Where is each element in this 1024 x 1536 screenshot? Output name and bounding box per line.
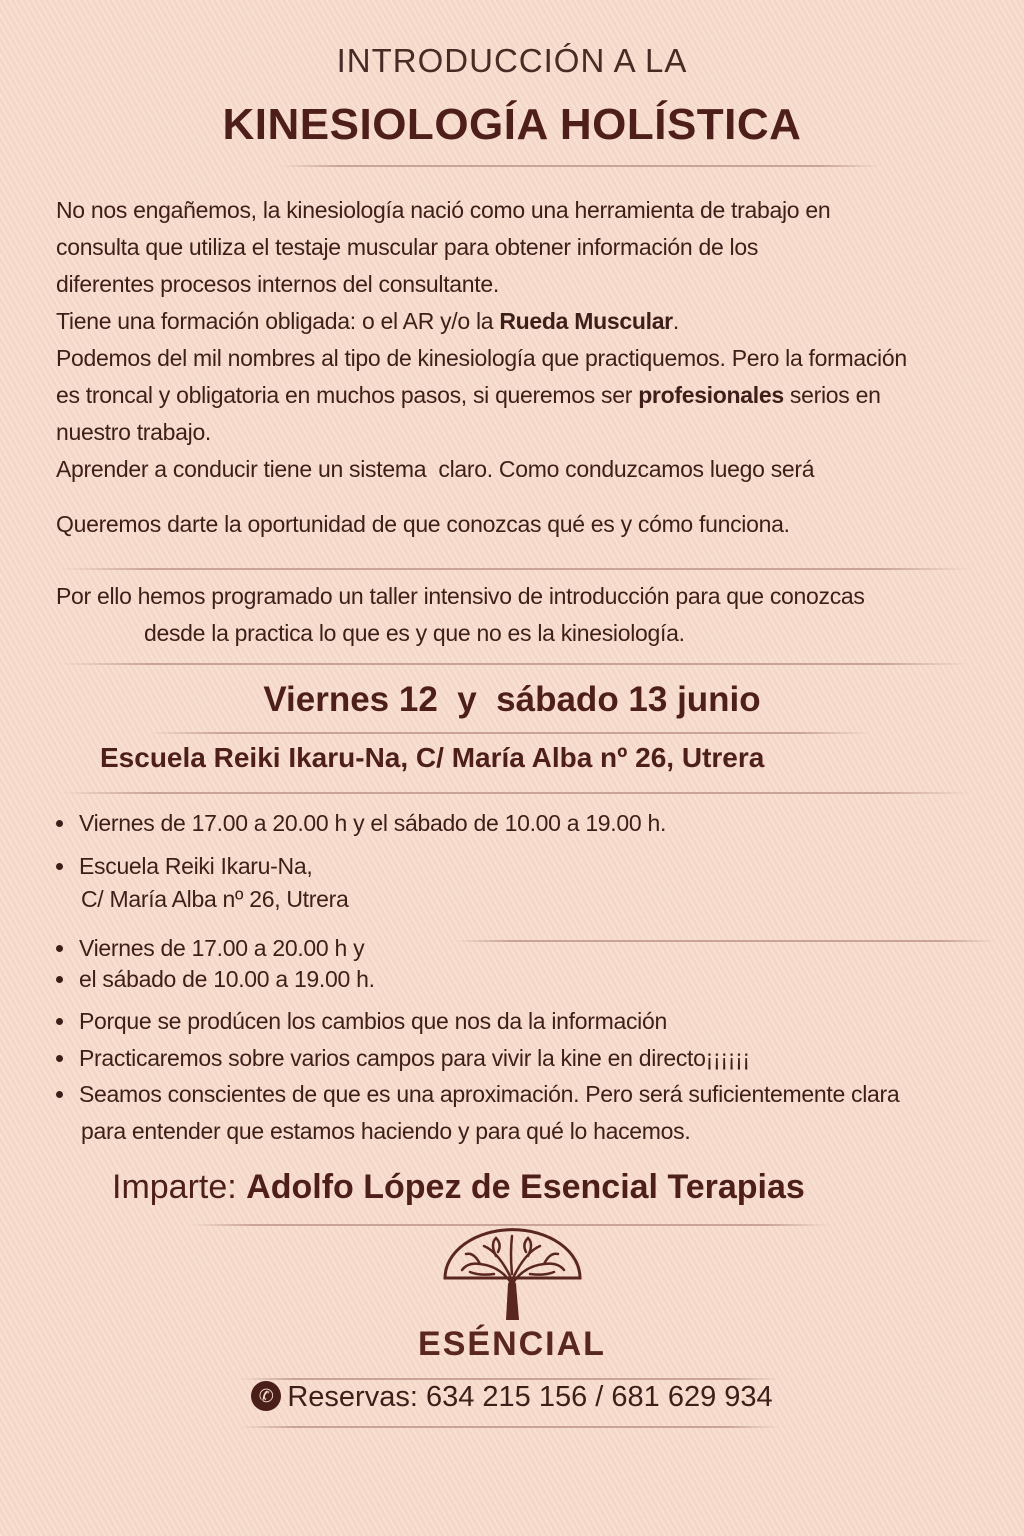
- divider: [60, 663, 970, 665]
- bold-text: Rueda Muscular: [499, 308, 673, 334]
- bold-text: profesionales: [638, 382, 784, 408]
- instructor-name: Adolfo López de Esencial Terapias: [246, 1168, 805, 1206]
- list-item: [56, 966, 375, 993]
- tree-icon: [440, 1226, 585, 1322]
- bullet-icon: [56, 1018, 63, 1025]
- text: serios en: [783, 382, 881, 408]
- item-text: Viernes de 17.00 a 20.00 h y el sábado de 10.00 a 19.00 h.: [79, 810, 667, 836]
- instructor-label: Imparte:: [112, 1168, 247, 1206]
- text-line: diferentes procesos internos del consultante.: [56, 271, 499, 297]
- bullet-icon: [56, 863, 63, 870]
- bullet-icon: [56, 976, 63, 983]
- bullet-icon: [56, 1055, 63, 1062]
- divider: [60, 792, 970, 794]
- text-line: desde la practica lo que es y que no es la kinesiología.: [144, 620, 685, 646]
- list-item-continuation: C/ María Alba nº 26, Utrera: [81, 886, 349, 912]
- text-line: Por ello hemos programado un taller intensivo de introducción para que conozcas: [56, 583, 865, 609]
- list-item: [56, 810, 666, 837]
- item-text: Porque se prodúcen los cambios que nos da la información: [79, 1008, 667, 1034]
- divider: [456, 940, 996, 942]
- contact-reservations: [0, 1381, 1024, 1414]
- text-line: [56, 377, 996, 414]
- intro-paragraph-5: Queremos darte la oportunidad de que conozcas qué es y cómo funciona.: [56, 511, 790, 537]
- list-item: [56, 935, 364, 962]
- list-item: [56, 853, 312, 880]
- text-line: Aprender a conducir tiene un sistema claro. Como conduzcamos luego será: [56, 456, 815, 482]
- text-line: consulta que utiliza el testaje muscular para obtener información de los: [56, 234, 759, 260]
- logo-wordmark: ESÉNCIAL: [418, 1325, 606, 1363]
- reservations-text: Reservas: 634 215 156 / 681 629 934: [287, 1381, 773, 1413]
- item-text: el sábado de 10.00 a 19.00 h.: [79, 966, 375, 992]
- item-text: Viernes de 17.00 a 20.00 h y: [79, 935, 365, 961]
- phone-icon: ✆: [251, 1381, 281, 1411]
- intro-paragraph-6: [56, 578, 996, 652]
- page-title: KINESIOLOGÍA HOLÍSTICA: [222, 100, 802, 149]
- text: es troncal y obligatoria en muchos pasos, si queremos ser: [56, 382, 639, 408]
- divider: [240, 1426, 780, 1428]
- divider: [150, 732, 870, 734]
- text: Tiene una formación obligada: o el AR y/o la: [56, 308, 500, 334]
- intro-paragraph-1: [56, 192, 996, 488]
- item-text: Seamos conscientes de que es una aproximación. Pero será suficientemente clara: [79, 1081, 900, 1107]
- bullet-icon: [56, 1091, 63, 1098]
- item-text: Escuela Reiki Ikaru-Na,: [79, 853, 313, 879]
- list-item-continuation: para entender que estamos haciendo y para qué lo hacemos.: [81, 1118, 691, 1144]
- event-venue: Escuela Reiki Ikaru-Na, C/ María Alba nº 26, Utrera: [100, 742, 765, 773]
- instructor: [112, 1168, 805, 1207]
- list-item: [56, 1045, 750, 1072]
- text-line: Podemos del mil nombres al tipo de kinesiología que practiquemos. Pero la formación: [56, 345, 907, 371]
- list-item: [56, 1081, 899, 1108]
- intro-paragraph-2: [56, 303, 996, 340]
- bullet-icon: [56, 820, 63, 827]
- list-item: [56, 1008, 667, 1035]
- divider: [60, 568, 970, 570]
- text-line: No nos engañemos, la kinesiología nació como una herramienta de trabajo en: [56, 197, 831, 223]
- event-date: Viernes 12 y sábado 13 junio: [263, 680, 761, 719]
- divider: [280, 165, 880, 167]
- text-line: nuestro trabajo.: [56, 419, 212, 445]
- divider: [240, 1378, 780, 1380]
- text: .: [672, 308, 679, 334]
- bullet-icon: [56, 945, 63, 952]
- title-line-1: INTRODUCCIÓN A LA: [336, 42, 688, 79]
- item-text: Practicaremos sobre varios campos para vivir la kine en directo¡¡¡¡¡¡: [79, 1045, 750, 1071]
